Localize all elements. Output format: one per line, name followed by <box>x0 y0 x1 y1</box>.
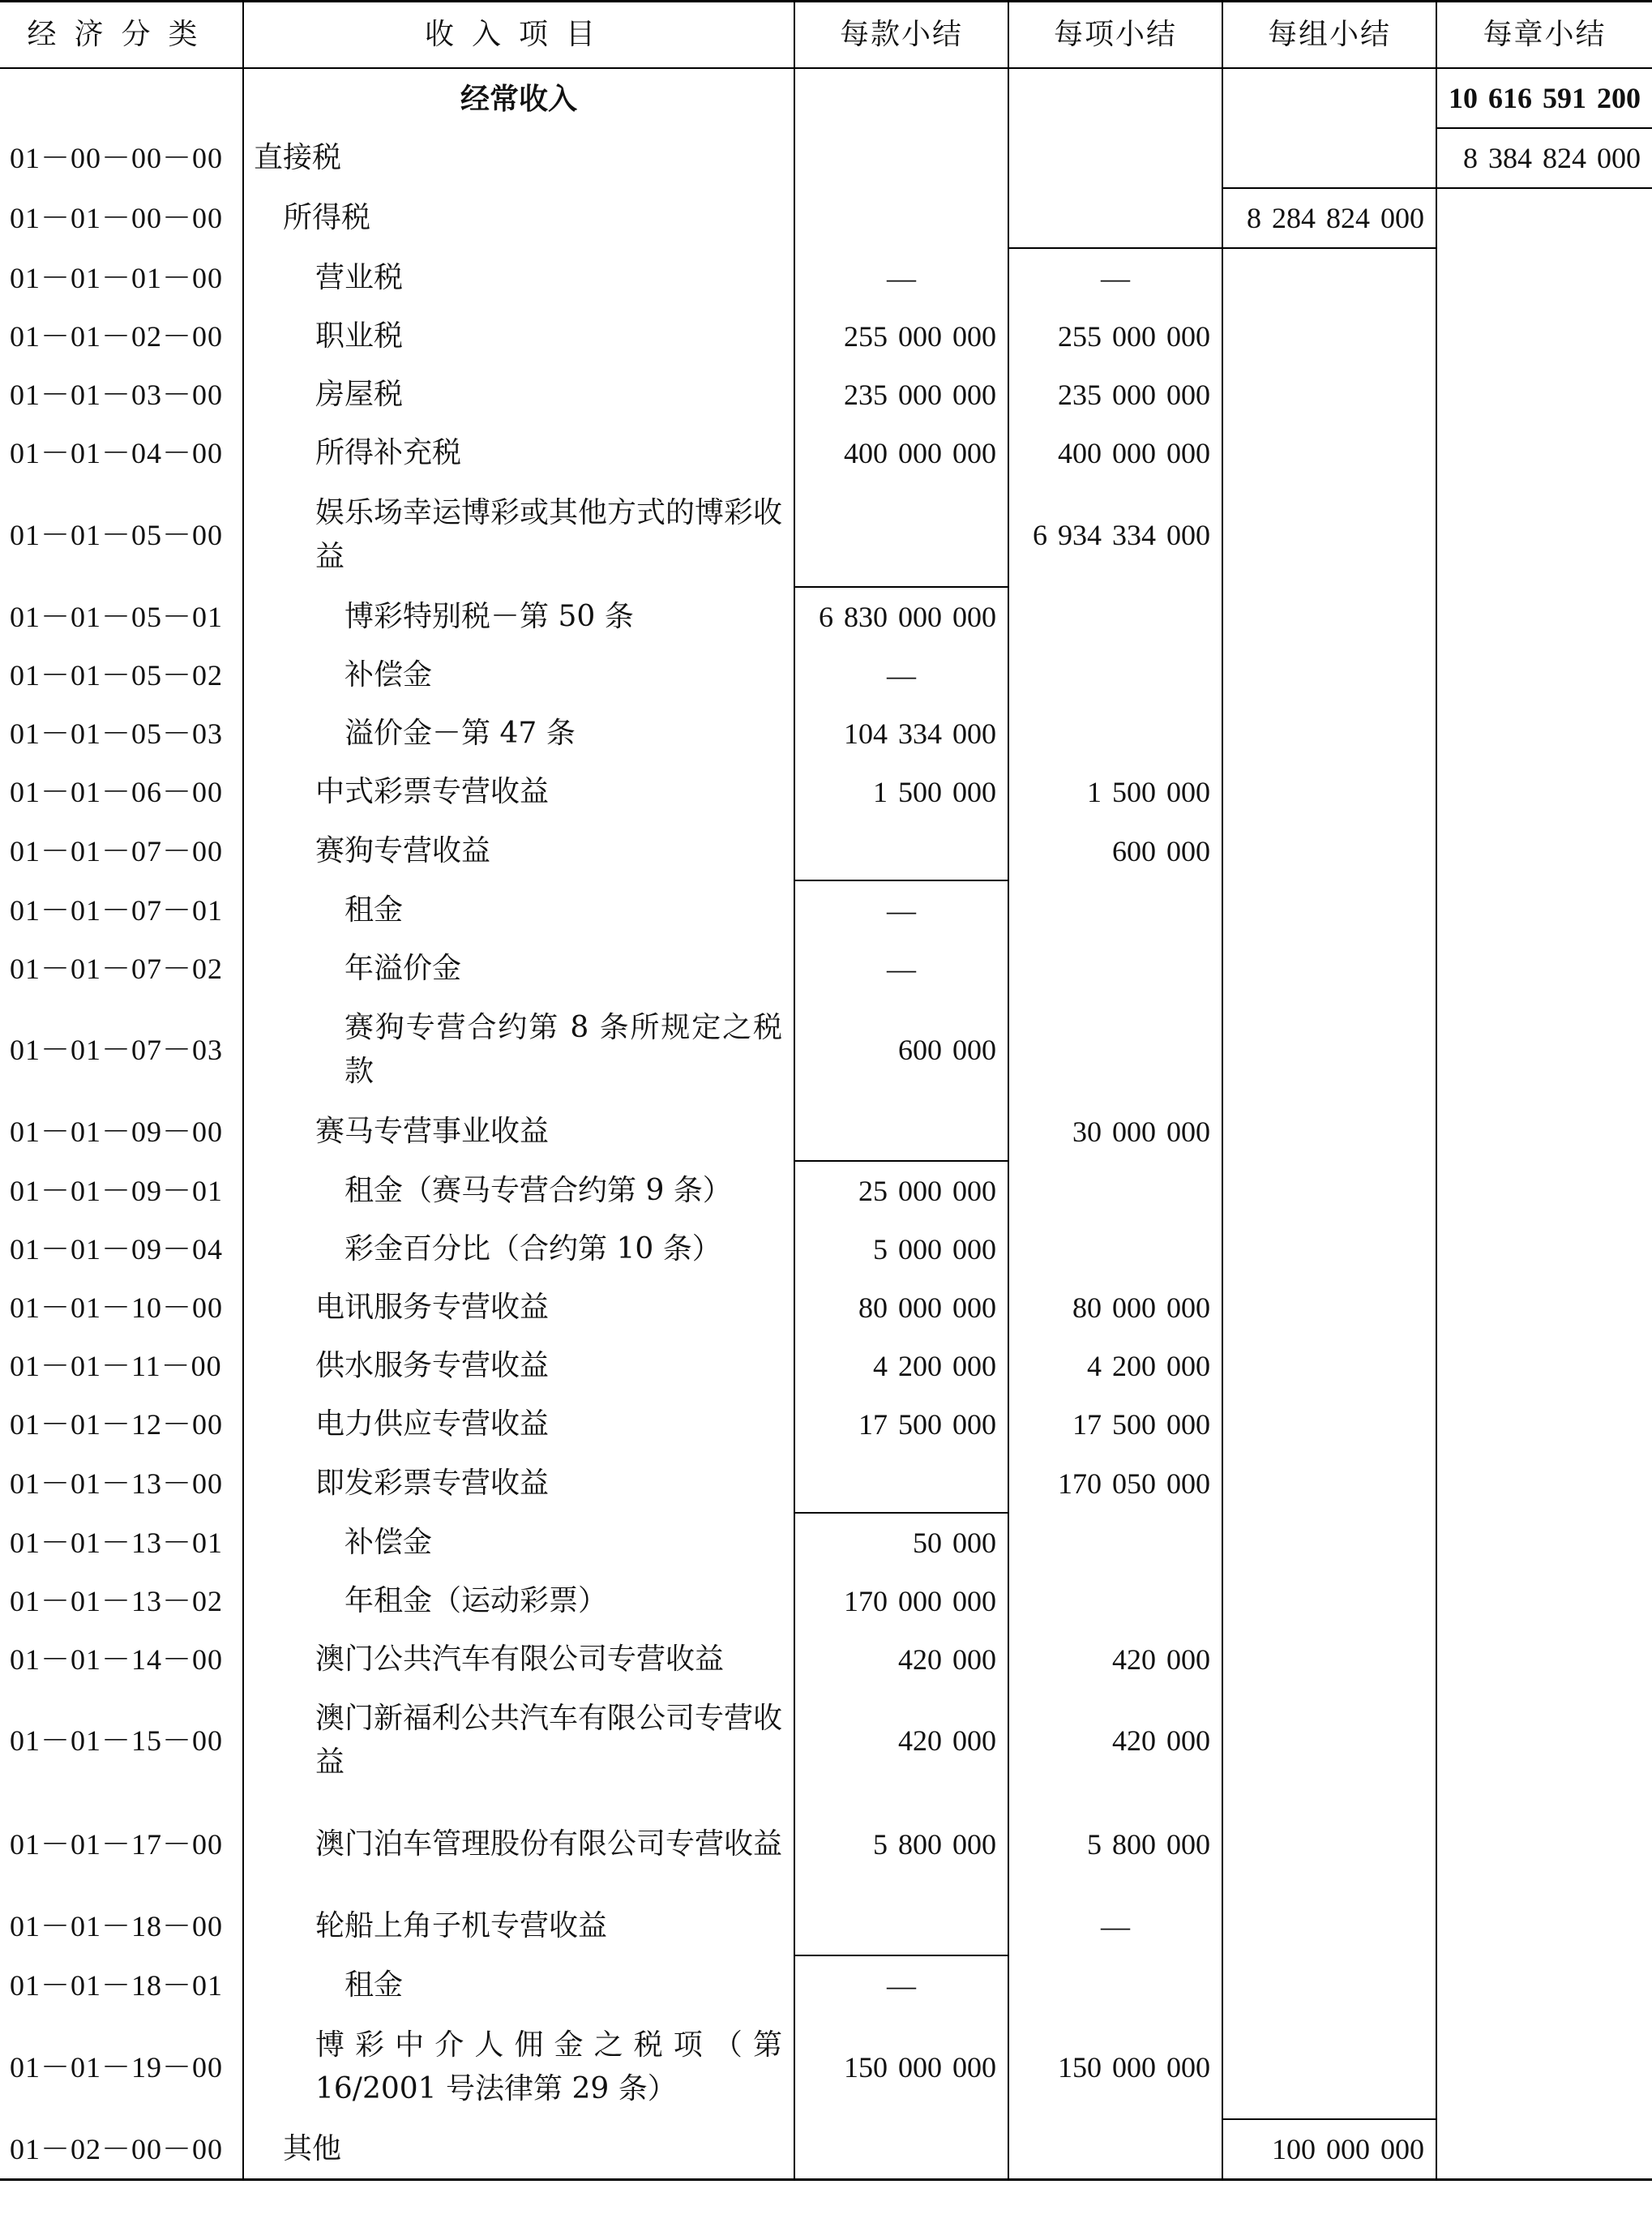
xiang-subtotal: 600 000 <box>1008 821 1222 880</box>
kuan-subtotal <box>794 2119 1008 2180</box>
table-row <box>0 366 1652 424</box>
table-row <box>0 1896 1652 1955</box>
revenue-item-label: 房屋税 <box>243 366 794 424</box>
kuan-subtotal <box>794 821 1008 880</box>
chapter-subtotal <box>1436 1513 1652 1572</box>
chapter-subtotal <box>1436 587 1652 646</box>
chapter-subtotal <box>1436 307 1652 366</box>
economic-code: 01－01－13－01 <box>10 1526 224 1559</box>
group-subtotal <box>1222 366 1436 424</box>
header-economic-classification: 经济分类 <box>0 2 243 69</box>
group-subtotal <box>1222 880 1436 940</box>
table-row <box>0 424 1652 482</box>
revenue-item-label: 其他 <box>243 2119 794 2180</box>
group-subtotal: 100 000 000 <box>1222 2119 1436 2180</box>
table-row <box>0 1337 1652 1395</box>
chapter-subtotal <box>1436 1572 1652 1630</box>
revenue-item-label: 补偿金 <box>243 1513 794 1572</box>
group-subtotal <box>1222 587 1436 646</box>
kuan-subtotal: 150 000 000 <box>794 2015 1008 2119</box>
group-subtotal <box>1222 424 1436 482</box>
xiang-subtotal <box>1008 646 1222 705</box>
xiang-subtotal <box>1008 1955 1222 2015</box>
table-row <box>0 1102 1652 1161</box>
kuan-subtotal: 420 000 <box>794 1630 1008 1689</box>
group-subtotal <box>1222 763 1436 821</box>
kuan-subtotal: 5 000 000 <box>794 1220 1008 1278</box>
revenue-item-label: 即发彩票专营收益 <box>243 1454 794 1513</box>
group-subtotal <box>1222 940 1436 998</box>
table-row <box>0 587 1652 646</box>
economic-code: 01－01－18－00 <box>10 1909 224 1942</box>
kuan-subtotal: 6 830 000 000 <box>794 587 1008 646</box>
xiang-subtotal <box>1008 2119 1222 2180</box>
chapter-subtotal <box>1436 1161 1652 1220</box>
group-subtotal <box>1222 1220 1436 1278</box>
kuan-subtotal: — <box>794 880 1008 940</box>
table-header-row <box>0 2 1652 69</box>
economic-code: 01－01－05－03 <box>10 717 224 750</box>
economic-code: 01－01－09－01 <box>10 1174 224 1207</box>
revenue-item-label: 溢价金－第 47 条 <box>243 705 794 763</box>
xiang-subtotal: — <box>1008 248 1222 307</box>
kuan-subtotal: 400 000 000 <box>794 424 1008 482</box>
group-subtotal <box>1222 998 1436 1102</box>
xiang-subtotal: 170 050 000 <box>1008 1454 1222 1513</box>
kuan-subtotal: 50 000 <box>794 1513 1008 1572</box>
chapter-subtotal <box>1436 424 1652 482</box>
group-subtotal <box>1222 1572 1436 1630</box>
chapter-subtotal <box>1436 1220 1652 1278</box>
xiang-subtotal <box>1008 998 1222 1102</box>
kuan-subtotal: 17 500 000 <box>794 1395 1008 1454</box>
economic-code: 01－01－18－01 <box>10 1968 224 2002</box>
chapter-subtotal <box>1436 1395 1652 1454</box>
kuan-subtotal: — <box>794 1955 1008 2015</box>
xiang-subtotal: 30 000 000 <box>1008 1102 1222 1161</box>
chapter-subtotal <box>1436 482 1652 587</box>
xiang-subtotal: 400 000 000 <box>1008 424 1222 482</box>
group-subtotal <box>1222 1630 1436 1689</box>
group-subtotal <box>1222 1161 1436 1220</box>
economic-code: 01－01－05－01 <box>10 600 224 633</box>
group-subtotal: 8 284 824 000 <box>1222 188 1436 248</box>
group-subtotal <box>1222 248 1436 307</box>
chapter-subtotal <box>1436 2015 1652 2119</box>
chapter-subtotal: 8 384 824 000 <box>1436 128 1652 188</box>
chapter-subtotal <box>1436 1454 1652 1513</box>
xiang-subtotal <box>1008 1161 1222 1220</box>
group-subtotal <box>1222 1395 1436 1454</box>
economic-code: 01－01－11－00 <box>10 1350 222 1382</box>
group-subtotal <box>1222 1337 1436 1395</box>
economic-code: 01－01－06－00 <box>10 776 224 808</box>
xiang-subtotal <box>1008 1220 1222 1278</box>
xiang-subtotal: 150 000 000 <box>1008 2015 1222 2119</box>
revenue-item-label: 中式彩票专营收益 <box>243 763 794 821</box>
group-subtotal <box>1222 1896 1436 1955</box>
revenue-item-label: 博彩特别税－第 50 条 <box>243 587 794 646</box>
revenue-item-label: 租金 <box>243 880 794 940</box>
xiang-subtotal <box>1008 68 1222 128</box>
economic-code: 01－01－10－00 <box>10 1291 224 1324</box>
kuan-subtotal <box>794 482 1008 587</box>
kuan-subtotal: 25 000 000 <box>794 1161 1008 1220</box>
group-subtotal <box>1222 128 1436 188</box>
revenue-item-label: 赛狗专营合约第 8 条所规定之税款 <box>243 998 794 1102</box>
economic-code: 01－01－15－00 <box>10 1724 224 1757</box>
revenue-item-label: 澳门公共汽车有限公司专营收益 <box>243 1630 794 1689</box>
chapter-subtotal: 10 616 591 200 <box>1436 68 1652 128</box>
kuan-subtotal: 420 000 <box>794 1689 1008 1792</box>
table-row <box>0 188 1652 248</box>
revenue-item-label: 租金 <box>243 1955 794 2015</box>
economic-code: 01－01－09－00 <box>10 1115 224 1148</box>
xiang-subtotal: 17 500 000 <box>1008 1395 1222 1454</box>
revenue-item-label: 直接税 <box>243 128 794 188</box>
table-row <box>0 482 1652 587</box>
xiang-subtotal: 80 000 000 <box>1008 1278 1222 1337</box>
kuan-subtotal: 235 000 000 <box>794 366 1008 424</box>
xiang-subtotal: 5 800 000 <box>1008 1792 1222 1896</box>
chapter-subtotal <box>1436 1955 1652 2015</box>
table-row <box>0 646 1652 705</box>
table-row <box>0 998 1652 1102</box>
kuan-subtotal <box>794 128 1008 188</box>
revenue-item-label: 职业税 <box>243 307 794 366</box>
revenue-item-label: 租金（赛马专营合约第 9 条） <box>243 1161 794 1220</box>
table-row <box>0 1955 1652 2015</box>
chapter-subtotal <box>1436 646 1652 705</box>
economic-code: 01－01－13－02 <box>10 1585 224 1617</box>
table-row <box>0 1220 1652 1278</box>
table-row <box>0 1395 1652 1454</box>
xiang-subtotal: 420 000 <box>1008 1689 1222 1792</box>
xiang-subtotal <box>1008 188 1222 248</box>
group-subtotal <box>1222 2015 1436 2119</box>
kuan-subtotal: 5 800 000 <box>794 1792 1008 1896</box>
chapter-subtotal <box>1436 1102 1652 1161</box>
xiang-subtotal: 255 000 000 <box>1008 307 1222 366</box>
chapter-subtotal <box>1436 763 1652 821</box>
table-row <box>0 1572 1652 1630</box>
header-subtotal-per-chapter: 每章小结 <box>1436 2 1652 69</box>
economic-code: 01－01－03－00 <box>10 379 224 411</box>
xiang-subtotal <box>1008 587 1222 646</box>
revenue-item-label: 补偿金 <box>243 646 794 705</box>
xiang-subtotal <box>1008 940 1222 998</box>
economic-code: 01－01－14－00 <box>10 1643 224 1676</box>
table-row <box>0 1454 1652 1513</box>
group-subtotal <box>1222 1955 1436 2015</box>
economic-code: 01－01－04－00 <box>10 437 224 469</box>
xiang-subtotal: 4 200 000 <box>1008 1337 1222 1395</box>
kuan-subtotal <box>794 68 1008 128</box>
group-subtotal <box>1222 1792 1436 1896</box>
kuan-subtotal: 255 000 000 <box>794 307 1008 366</box>
revenue-item-label: 博彩中介人佣金之税项（第 16/2001 号法律第 29 条） <box>243 2015 794 2119</box>
group-subtotal <box>1222 482 1436 587</box>
kuan-subtotal: 104 334 000 <box>794 705 1008 763</box>
economic-code: 01－01－09－04 <box>10 1233 224 1266</box>
xiang-subtotal: — <box>1008 1896 1222 1955</box>
revenue-item-label: 供水服务专营收益 <box>243 1337 794 1395</box>
revenue-item-label: 经常收入 <box>243 68 794 128</box>
chapter-subtotal <box>1436 248 1652 307</box>
revenue-item-label: 电讯服务专营收益 <box>243 1278 794 1337</box>
table-row <box>0 763 1652 821</box>
chapter-subtotal <box>1436 1630 1652 1689</box>
table-row <box>0 68 1652 128</box>
chapter-subtotal <box>1436 2119 1652 2180</box>
table-row <box>0 2119 1652 2180</box>
group-subtotal <box>1222 1689 1436 1792</box>
group-subtotal <box>1222 307 1436 366</box>
table-row <box>0 940 1652 998</box>
kuan-subtotal <box>794 188 1008 248</box>
economic-code: 01－01－13－00 <box>10 1467 224 1500</box>
group-subtotal <box>1222 1102 1436 1161</box>
kuan-subtotal: 1 500 000 <box>794 763 1008 821</box>
kuan-subtotal: 80 000 000 <box>794 1278 1008 1337</box>
revenue-item-label: 年租金（运动彩票） <box>243 1572 794 1630</box>
kuan-subtotal: — <box>794 940 1008 998</box>
economic-code: 01－01－05－00 <box>10 518 224 551</box>
xiang-subtotal: 6 934 334 000 <box>1008 482 1222 587</box>
table-row <box>0 307 1652 366</box>
header-subtotal-per-xiang: 每项小结 <box>1008 2 1222 69</box>
revenue-item-label: 彩金百分比（合约第 10 条） <box>243 1220 794 1278</box>
chapter-subtotal <box>1436 998 1652 1102</box>
economic-code: 01－01－19－00 <box>10 2050 224 2084</box>
revenue-item-label: 澳门泊车管理股份有限公司专营收益 <box>243 1792 794 1896</box>
revenue-item-label: 娱乐场幸运博彩或其他方式的博彩收益 <box>243 482 794 587</box>
economic-code: 01－01－12－00 <box>10 1408 224 1441</box>
xiang-subtotal <box>1008 1572 1222 1630</box>
chapter-subtotal <box>1436 821 1652 880</box>
revenue-item-label: 营业税 <box>243 248 794 307</box>
kuan-subtotal <box>794 1454 1008 1513</box>
xiang-subtotal <box>1008 1513 1222 1572</box>
economic-code: 01－01－01－00 <box>10 261 224 294</box>
header-subtotal-per-group: 每组小结 <box>1222 2 1436 69</box>
economic-code: 01－01－05－02 <box>10 659 224 692</box>
chapter-subtotal <box>1436 940 1652 998</box>
revenue-item-label: 电力供应专营收益 <box>243 1395 794 1454</box>
table-row <box>0 1278 1652 1337</box>
table-row <box>0 248 1652 307</box>
kuan-subtotal: — <box>794 646 1008 705</box>
kuan-subtotal: — <box>794 248 1008 307</box>
chapter-subtotal <box>1436 1689 1652 1792</box>
group-subtotal <box>1222 646 1436 705</box>
kuan-subtotal: 4 200 000 <box>794 1337 1008 1395</box>
table-row <box>0 1792 1652 1896</box>
economic-code: 01－01－07－01 <box>10 893 224 927</box>
group-subtotal <box>1222 705 1436 763</box>
table-row <box>0 821 1652 880</box>
revenue-item-label: 赛狗专营收益 <box>243 821 794 880</box>
chapter-subtotal <box>1436 1896 1652 1955</box>
kuan-subtotal: 170 000 000 <box>794 1572 1008 1630</box>
table-row <box>0 1513 1652 1572</box>
xiang-subtotal <box>1008 705 1222 763</box>
revenue-item-label: 所得税 <box>243 188 794 248</box>
economic-code: 01－02－00－00 <box>0 2119 243 2180</box>
table-row <box>0 705 1652 763</box>
revenue-item-label: 轮船上角子机专营收益 <box>243 1896 794 1955</box>
table-row <box>0 1630 1652 1689</box>
group-subtotal <box>1222 1454 1436 1513</box>
economic-code: 01－01－07－02 <box>10 953 224 985</box>
revenue-item-label: 所得补充税 <box>243 424 794 482</box>
economic-code: 01－01－02－00 <box>10 320 224 353</box>
revenue-item-label: 赛马专营事业收益 <box>243 1102 794 1161</box>
xiang-subtotal: 420 000 <box>1008 1630 1222 1689</box>
xiang-subtotal: 1 500 000 <box>1008 763 1222 821</box>
economic-code: 01－01－07－03 <box>10 1034 224 1066</box>
table-row <box>0 2015 1652 2119</box>
chapter-subtotal <box>1436 366 1652 424</box>
xiang-subtotal <box>1008 128 1222 188</box>
header-revenue-item: 收入项目 <box>243 2 794 69</box>
revenue-item-label: 年溢价金 <box>243 940 794 998</box>
chapter-subtotal <box>1436 1792 1652 1896</box>
table-row <box>0 1161 1652 1220</box>
chapter-subtotal <box>1436 705 1652 763</box>
group-subtotal <box>1222 821 1436 880</box>
xiang-subtotal: 235 000 000 <box>1008 366 1222 424</box>
table-row <box>0 880 1652 940</box>
economic-code: 01－01－07－00 <box>10 834 224 867</box>
table-row <box>0 1689 1652 1792</box>
economic-code: 01－01－17－00 <box>10 1828 224 1861</box>
kuan-subtotal <box>794 1896 1008 1955</box>
header-subtotal-per-kuan: 每款小结 <box>794 2 1008 69</box>
table-row <box>0 128 1652 188</box>
chapter-subtotal <box>1436 1278 1652 1337</box>
economic-code: 01－01－00－00 <box>10 202 224 234</box>
chapter-subtotal <box>1436 188 1652 248</box>
group-subtotal <box>1222 1278 1436 1337</box>
revenue-item-label: 澳门新福利公共汽车有限公司专营收益 <box>243 1689 794 1792</box>
economic-code <box>0 68 243 128</box>
kuan-subtotal: 600 000 <box>794 998 1008 1102</box>
xiang-subtotal <box>1008 880 1222 940</box>
chapter-subtotal <box>1436 1337 1652 1395</box>
group-subtotal <box>1222 1513 1436 1572</box>
chapter-subtotal <box>1436 880 1652 940</box>
economic-code: 01－00－00－00 <box>10 142 224 174</box>
kuan-subtotal <box>794 1102 1008 1161</box>
group-subtotal <box>1222 68 1436 128</box>
